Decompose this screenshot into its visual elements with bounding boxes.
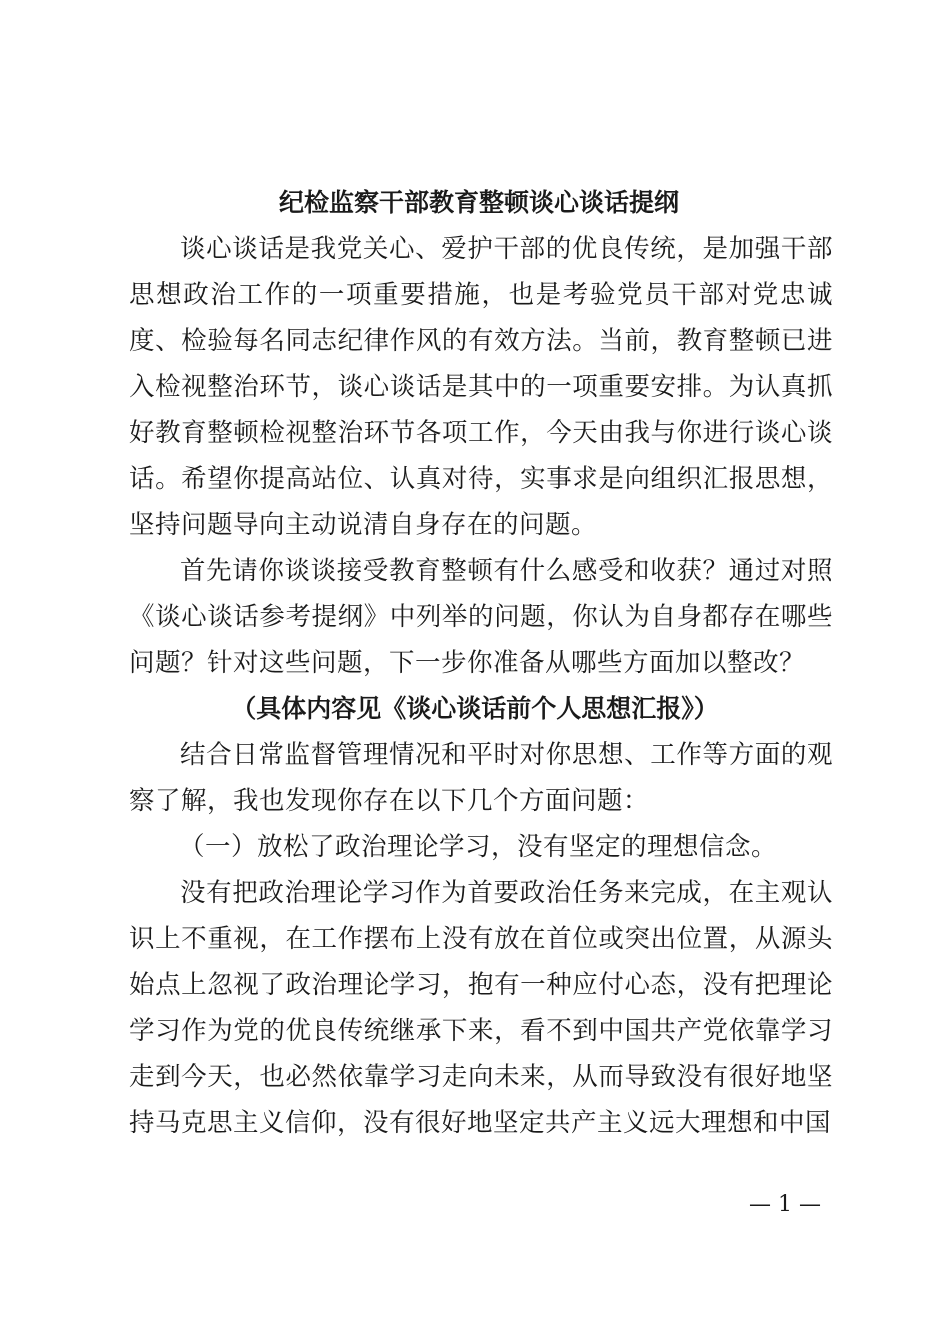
page-number: — 1 —: [749, 1192, 821, 1217]
section-1-paragraph: 没有把政治理论学习作为首要政治任务来完成，在主观认识上不重视，在工作摆布上没有放在首位或突出位置，从源头始点上忽视了政治理论学习，抱有一种应付心态，没有把理论学习作为党的优良传统继承下来，看不到中国共产党依靠学习走到今天，也必然依靠学习走向未来，从而导致没有很好地坚持马克思主义信仰，没有很好地坚定共产主义远大理想和中国: [129, 878, 833, 1138]
document-title: 纪检监察干部教育整顿谈心谈话提纲: [278, 188, 679, 217]
intro-paragraph: 谈心谈话是我党关心、爱护干部的优良传统，是加强干部思想政治工作的一项重要措施，也是考验党员干部对党忠诚度、检验每名同志纪律作风的有效方法。当前，教育整顿已进入检视整治环节，谈心谈话是其中的一项重要安排。为认真抓好教育整顿检视整治环节各项工作，今天由我与你进行谈心谈话。希望你提高站位、认真对待，实事求是向组织汇报思想，坚持问题导向主动说清自身存在的问题。: [129, 234, 833, 540]
observation-paragraph: 结合日常监督管理情况和平时对你思想、工作等方面的观察了解，我也发现你存在以下几个方面问题：: [129, 740, 833, 816]
question-paragraph: 首先请你谈谈接受教育整顿有什么感受和收获？通过对照《谈心谈话参考提纲》中列举的问题，你认为自身都存在哪些问题？针对这些问题，下一步你准备从哪些方面加以整改？: [129, 556, 833, 678]
section-1-heading: （一）放松了政治理论学习，没有坚定的理想信念。: [179, 832, 778, 862]
document-body: [129, 226, 833, 1146]
reference-note: （具体内容见《谈心谈话前个人思想汇报》）: [231, 694, 719, 723]
